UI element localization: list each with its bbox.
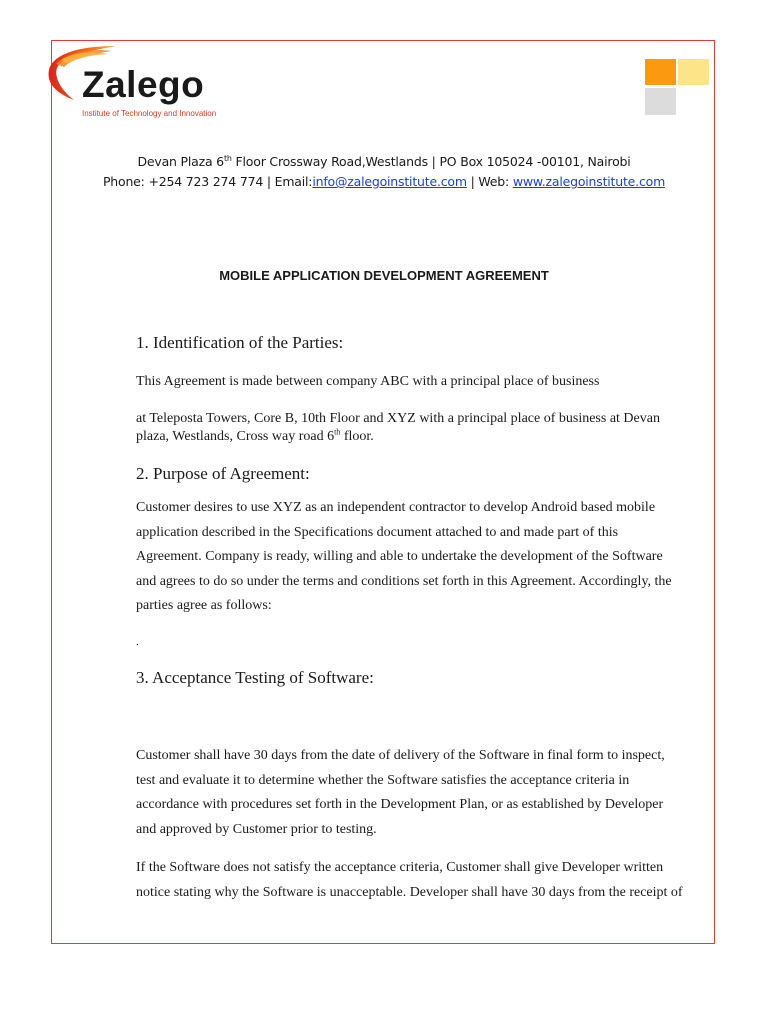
document-title: MOBILE APPLICATION DEVELOPMENT AGREEMENT [219,268,549,283]
paragraph: at Teleposta Towers, Core B, 10th Floor and XYZ with a principal place of business at Devan plaza, Westlands, Cross way road 6th floor. [136,411,660,444]
section-heading: 2. Purpose of Agreement: [136,464,310,483]
paragraph: Customer shall have 30 days from the date of delivery of the Software in final form to inspect, test and evaluate it to determine whether the Software satisfies the acceptance criteria in accordance with procedures set forth in the Development Plan, or as established by Developer and approved by Customer prior to testing. [136,748,665,837]
logo-wordmark: Zalego [82,64,205,105]
logo-tagline: Institute of Technology and Innovation [82,109,217,118]
decor-square-yellow [678,59,709,85]
section-heading: 3. Acceptance Testing of Software: [136,668,374,687]
section-heading: 1. Identification of the Parties: [136,333,344,352]
contact-line: Phone: +254 723 274 774 | Email:info@zalegoinstitute.com | Web: www.zalegoinstitute.com [102,174,666,189]
paragraph: This Agreement is made between company ABC with a principal place of business [136,374,600,389]
decor-square-orange [645,59,676,85]
contact-address: Devan Plaza 6th Floor Crossway Road,Westlands | PO Box 105024 -00101, Nairobi [137,154,631,170]
decor-square-gray [645,88,676,115]
paragraph: Customer desires to use XYZ as an independent contractor to develop Android based mobile application described in the Specifications document attached to and made part of this Agreement. Company is ready, willing and able to undertake the development of the Software and agrees to do so under the terms and conditions set forth in this Agreement. Accordingly, the parties agree as follows: [136,500,672,613]
trailing-period: . [136,636,139,648]
email-link[interactable]: info@zalegoinstitute.com [312,174,467,189]
paragraph: If the Software does not satisfy the acceptance criteria, Customer shall give Developer written notice stating why the Software is unacceptable. Developer shall have 30 days from the receipt of [136,860,683,900]
website-link[interactable]: www.zalegoinstitute.com [512,174,666,189]
